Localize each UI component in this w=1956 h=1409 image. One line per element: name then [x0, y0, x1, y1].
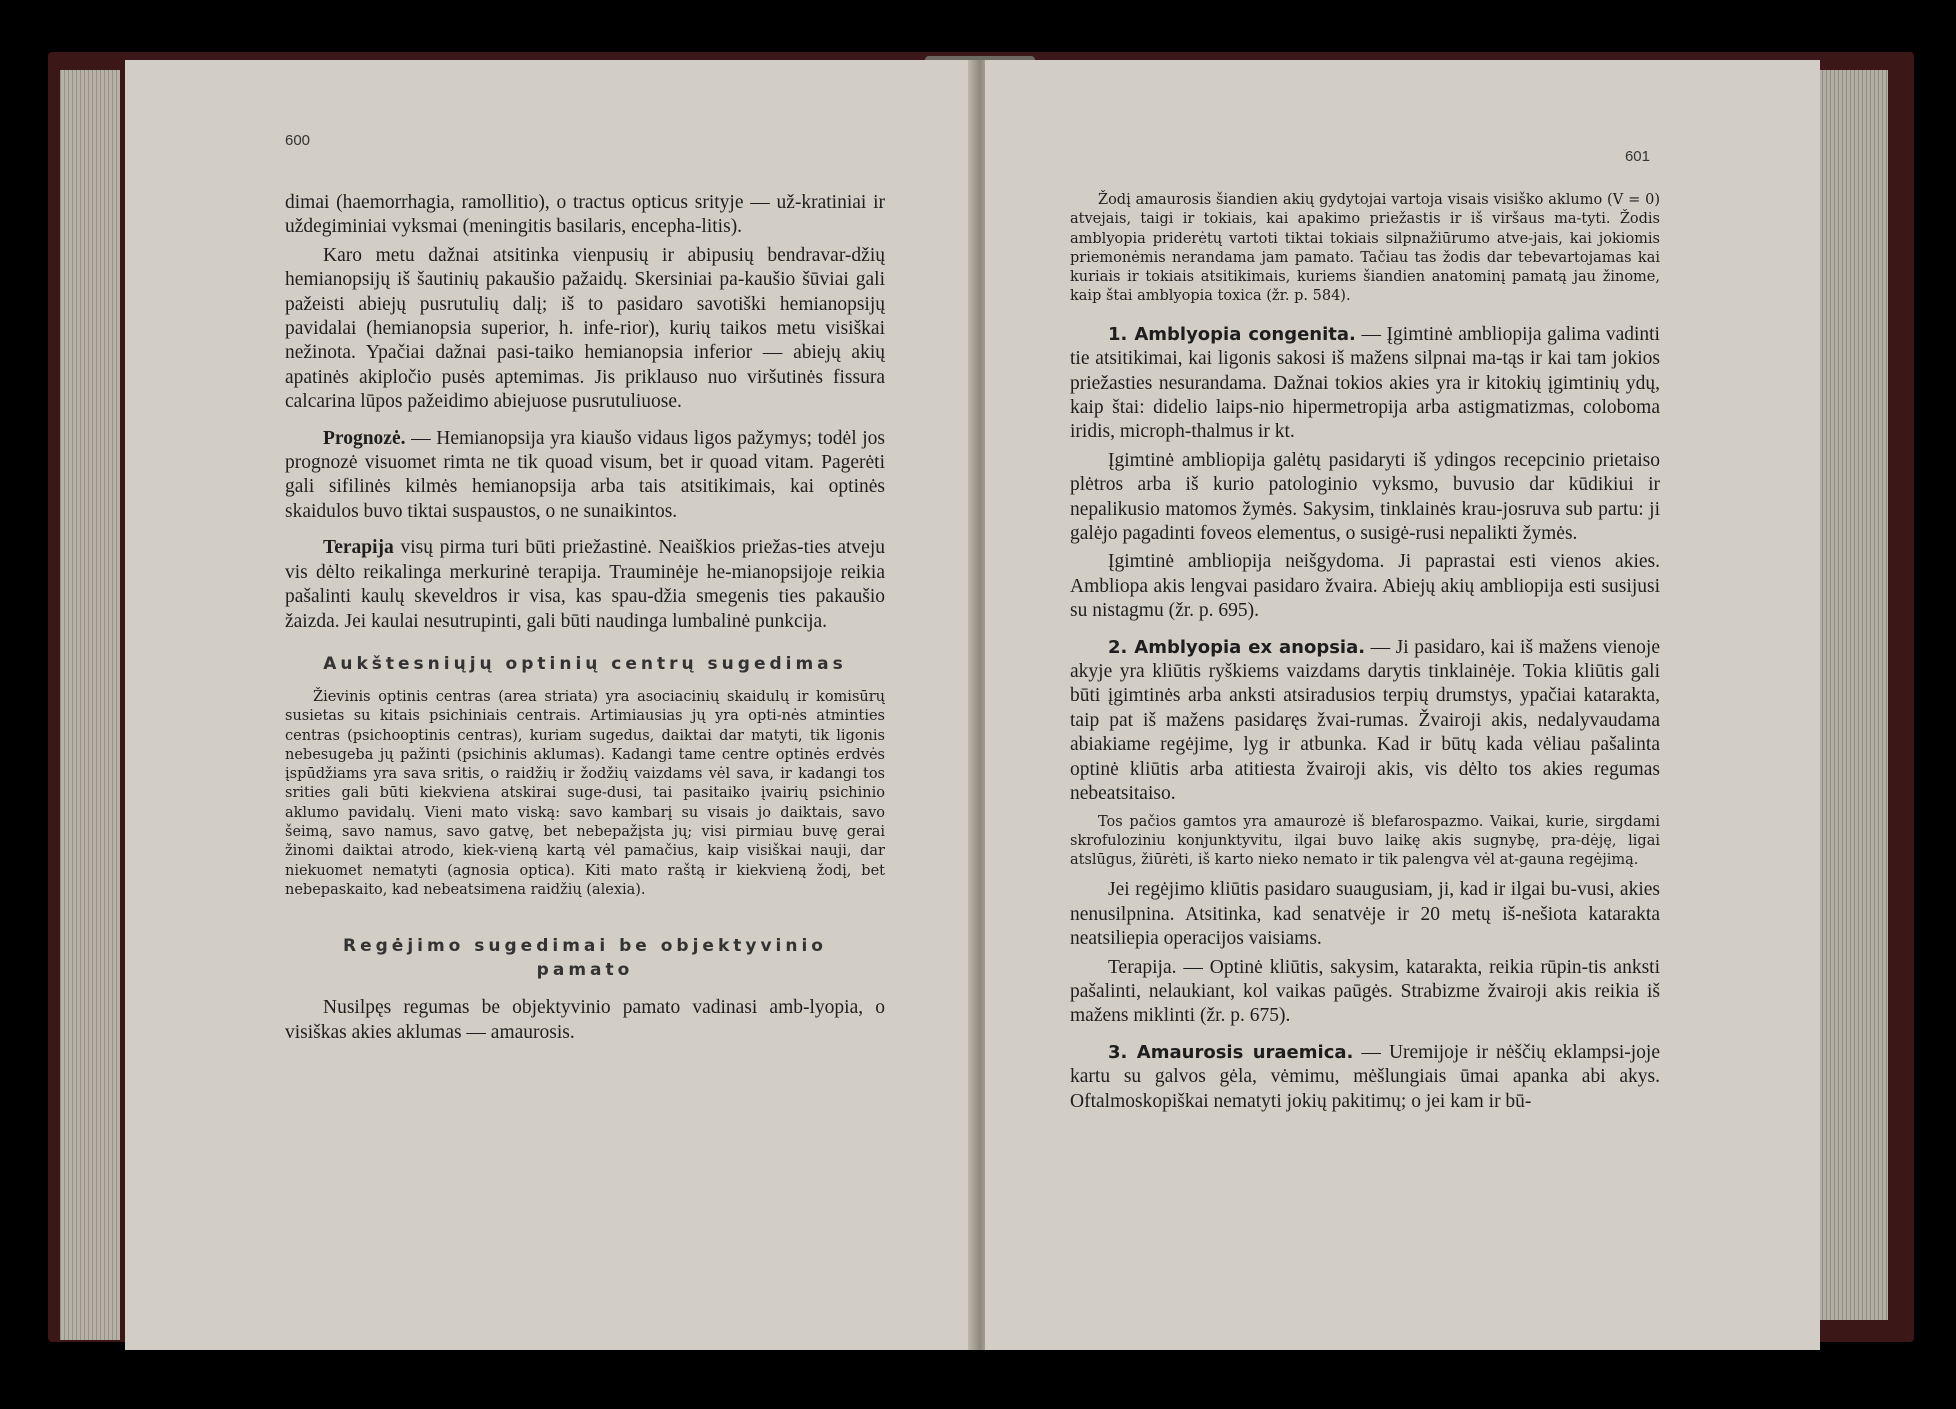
- paragraph-text: visų pirma turi būti priežastinė. Neaiškios priežas-ties atveju vis dėlto reikalinga merkurinė terapija. Trauminėje he-mianopsijoje reikia pašalinti kaulų skeveldros ir visa, kas spau-džia smegenis ties pakaušio žaizda. Jei kaulai nesutrupinti, gali būti naudinga lumbalinė punkcija.: [285, 537, 885, 632]
- paragraph-amblyopia-congenita: [1070, 323, 1660, 445]
- left-page: [125, 60, 980, 1350]
- small-print-paragraph: Žievinis optinis centras (area striata) yra asociacinių skaidulų ir komisūrų susietas su kitais psichiniais centrais. Artimiausias jų yra opti-nės atminties centras (psichooptinis centras), kuriam sugedus, daiktai dar matyti, tik ligonis nebesugeba jų pažinti (psichinis aklumas). Kadangi tame centre optinės erdvės įspūdžiams yra sava sritis, o raidžių ir žodžių vaizdams vėl sava, ir kadangi tos srities gali būti kiekviena atskirai suge-dusi, tai pasitaiko įvairių psichinio aklumo pavidalų. Vieni mato viską: savo kambarį su visais jo daiktais, savo šeimą, savo namus, savo gatvę, bet nebepažįsta jų; visi pirmiau buvę gerai žinomi daiktai atrodo, kiek-vieną kartą vėl pamačius, kaip visiškai nauji, dar niekuomet nematyti (agnosia optica). Kiti mato raštą ir kiekvieną žodį, bet nebepaskaito, kad nebeatsimena raidžių (alexia).: [285, 688, 885, 898]
- paragraph-text: — Hemianopsija yra kiaušo vidaus ligos pažymys; todėl jos prognozė visuomet rimta ne tik quoad visum, bet ir quoad vitam. Pagerėti gali sifilinės kilmės hemianopsija arba tais atsitikimais, kai optinės skaidulos buvo tiktai suspaustos, o ne sunaikintos.: [285, 427, 885, 522]
- paragraph-lead: 3. Amaurosis uraemica.: [1108, 1041, 1354, 1063]
- section-heading: Aukštesniųjų optinių centrų sugedimas: [323, 653, 847, 674]
- paragraph-terapija: [285, 536, 885, 634]
- small-print-paragraph: Tos pačios gamtos yra amaurozė iš blefarospazmo. Vaikai, kurie, sirgdami skrofuloziniu konjunktyvitu, ilgai buvo laikę akis sugnybę, pra-dėję, ligai atslūgus, žiūrėti, iš karto nieko nemato ir tik palengva vėl at-gauna regėjimą.: [1070, 813, 1660, 869]
- paragraph: Karo metu dažnai atsitinka vienpusių ir abipusių bendravar-džių hemianopsijų iš šautinių pakaušio pažaidų. Skersiniai pa-kaušio šūviai gali pažeisti abiejų pusrutulių dalį; iš to pasidaro savotiški hemianopsijų pavidalai (hemianopsia superior, h. infe-rior), kurių taikos metu visiškai nežinota. Ypačiai dažnai pasi-taiko hemianopsia inferior — abiejų akių apatinės akipločio pusės aptemimas. Jis priklauso nuo viršutinės fissura calcarina lūpos pažeidimo abiejuose pusrutuliuose.: [285, 244, 885, 413]
- page-edges-right: [1818, 70, 1888, 1320]
- right-column: [1070, 148, 1660, 1114]
- paragraph-amaurosis-uraemica: [1070, 1041, 1660, 1114]
- paragraph-text: — Ji pasidaro, kai iš mažens vienoje akyje yra kliūtis ryškiems vaizdams darytis tinklainėje. Tokia kliūtis gali būti įgimtinės arba anksti atsiradusios terpių drumstys, ypačiai katarakta, taip pat iš mažens pasidaręs žvai-rumas. Žvairoji akis, nedalyvaudama abiakiame regėjime, lyg ir atbunka. Kad ir būtų kada vėliau pašalinta optinė kliūtis arba atitiesta žvairoji akis, vis dėlto tos akies regumas nebeatsitaiso.: [1070, 636, 1660, 805]
- left-column: [285, 132, 885, 1045]
- paragraph: dimai (haemorrhagia, ramollitio), o tractus opticus srityje — už-kratiniai ir uždegiminiai vyksmai (meningitis basilaris, encepha-litis).: [285, 192, 885, 238]
- section-heading-line: pamato: [536, 960, 634, 981]
- section-heading-line: Regėjimo sugedimai be objektyvinio: [343, 936, 827, 957]
- right-page: [985, 60, 1820, 1350]
- paragraph: Nusilpęs regumas be objektyvinio pamato vadinasi amb-lyopia, o visiškas akies aklumas — amaurosis.: [285, 997, 885, 1043]
- paragraph-text: — Įgimtinė ambliopija galima vadinti tie atsitikimai, kai ligonis sakosi iš mažens silpnai ma-tąs ir kai tam jokios priežasties nesurandama. Dažnai tokios akies yra ir kitokių įgimtinių ydų, kaip štai: didelio laips-nio hipermetropija arba astigmatizmas, coloboma iridis, microph-thalmus ir kt.: [1070, 323, 1660, 443]
- small-print-paragraph: Žodį amaurosis šiandien akių gydytojai vartoja visais visiško aklumo (V = 0) atvejais, taigi ir tokiais, kai apakimo priežastis ir iš viršaus ma-tyti. Žodis amblyopia priderėtų vartoti tiktai tokiais silpnažiūrumo atve-jais, kai jokiomis priemonėmis nerandama jam pamato. Tačiau tas žodis dar tebevartojamas kai kuriais ir tokiais atsitikimais, kuriems šiandien anatominį pamatą jau žinome, kaip štai amblyopia toxica (žr. p. 584).: [1070, 192, 1660, 305]
- paragraph: Jei regėjimo kliūtis pasidaro suaugusiam, ji, kad ir ilgai bu-vusi, akies nenusilpnina. Atsitinka, kad senatvėje ir 20 metų iš-nešiota katarakta neatsiliepia operacijos vaisiams.: [1070, 879, 1660, 950]
- page-number-right: 601: [1624, 148, 1650, 165]
- paragraph-amblyopia-ex-anopsia: [1070, 636, 1660, 807]
- page-number-left: 600: [285, 132, 311, 149]
- paragraph-lead: 2. Amblyopia ex anopsia.: [1108, 636, 1366, 658]
- paragraph-terapija: Terapija. — Optinė kliūtis, sakysim, katarakta, reikia rūpin-tis anksti pašalinti, nelaukiant, kol vaikas paūgės. Strabizme žvairoji akis reikia iš mažens miklinti (žr. p. 675).: [1070, 956, 1660, 1027]
- section-heading: [285, 934, 885, 982]
- paragraph-lead: Prognozė.: [323, 427, 406, 449]
- paragraph-prognoze: [285, 427, 885, 525]
- paragraph: Įgimtinė ambliopija galėtų pasidaryti iš ydingos recepcinio prietaiso plėtros arba iš kurio patologinio vyksmo, buvusio dar kūdikiui ir nepalikusio matomos žymės. Sakysim, tinklainės krau-josruva sub partu: ji galėjo pagadinti foveos elementus, o susigė-rusi nepalikti žymės.: [1070, 449, 1660, 545]
- paragraph-text: — Uremijoje ir nėščių eklampsi-joje kartu su galvos gėla, vėmimu, mėšlungiais ūmai apanka abi akys. Oftalmoskopiškai nematyti jokių pakitimų; o jei kam ir bū-: [1070, 1041, 1661, 1112]
- paragraph-lead: Terapija: [323, 537, 394, 559]
- page-edges-left: [60, 70, 120, 1340]
- paragraph: Įgimtinė ambliopija neišgydoma. Ji paprastai esti vienos akies. Ambliopa akis lengvai pasidaro žvaira. Abiejų akių ambliopija esti susijusi su nistagmu (žr. p. 695).: [1070, 551, 1660, 622]
- paragraph-lead: 1. Amblyopia congenita.: [1108, 323, 1356, 345]
